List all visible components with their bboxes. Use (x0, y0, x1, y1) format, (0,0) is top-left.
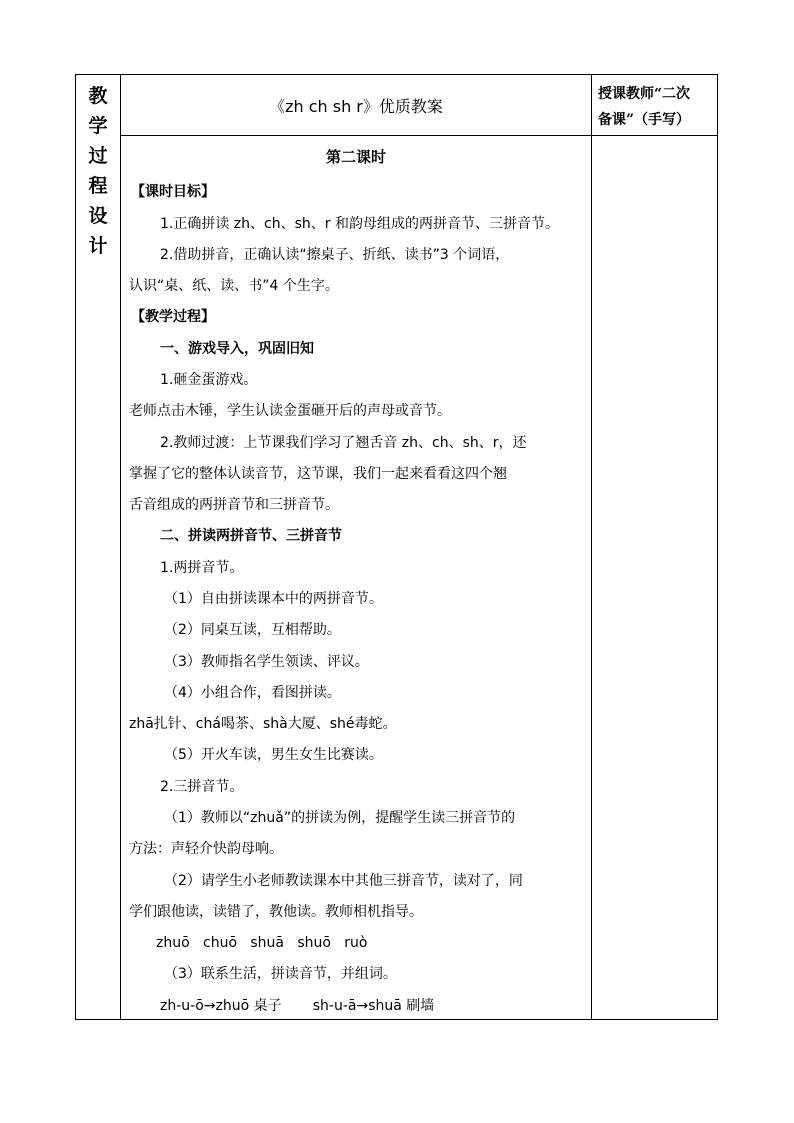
teacher-notes-header-line: 备课”（手写） (598, 112, 691, 128)
paragraph-line: （3）联系生活，拼读音节，并组词。 (164, 966, 397, 982)
paragraph-line: 认识“桌、纸、读、书”4 个生字。 (129, 278, 339, 294)
paragraph-line: 舌音组成的两拼音节和三拼音节。 (129, 497, 339, 513)
heading-lesson-objectives: 【课时目标】 (131, 184, 215, 200)
heading-teaching-process: 【教学过程】 (131, 309, 215, 325)
paragraph-line: （2）请学生小老师教读课本中其他三拼音节，读对了，同 (164, 873, 523, 889)
paragraph-line: （3）教师指名学生领读、评议。 (164, 654, 369, 670)
subheading: 一、游戏导入，巩固旧知 (160, 341, 314, 357)
label-char: 教 (88, 85, 108, 107)
paragraph-line: 学们跟他读，读错了，教他读。教师相机指导。 (129, 904, 423, 920)
paragraph-line: （1）自由拼读课本中的两拼音节。 (164, 591, 383, 607)
label-char: 计 (88, 235, 108, 257)
paragraph-line: 1.两拼音节。 (160, 560, 244, 576)
paragraph-line: （1）教师以“zhuǎ”的拼读为例，提醒学生读三拼音节的 (164, 810, 516, 826)
paragraph-line: 掌握了它的整体认读音节，这节课，我们一起来看看这四个翘 (129, 466, 507, 482)
paragraph-line: 方法：声轻介快韵母响。 (129, 841, 283, 857)
label-char: 程 (88, 175, 108, 197)
subheading: 二、拼读两拼音节、三拼音节 (160, 528, 342, 544)
paragraph-line: （5）开火车读，男生女生比赛读。 (164, 747, 383, 763)
paragraph-line: （4）小组合作，看图拼读。 (164, 685, 341, 701)
paragraph-line: 2.借助拼音，正确认读“擦桌子、折纸、读书”3 个词语， (160, 247, 510, 263)
paragraph-line: （2）同桌互读，互相帮助。 (164, 622, 341, 638)
paragraph-line: 1.砸金蛋游戏。 (160, 372, 258, 388)
pinyin-word-examples-line: zh-u-ō→zhuō 桌子 sh-u-ā→shuā 刷墙 (160, 998, 435, 1014)
teacher-notes-header-line: 授课教师“二次 (598, 86, 691, 102)
label-char: 学 (88, 115, 108, 137)
paragraph-line: 1.正确拼读 zh、ch、sh、r 和韵母组成的两拼音节、三拼音节。 (160, 216, 559, 232)
header-row-divider (120, 135, 718, 136)
paragraph-line: 2.三拼音节。 (160, 779, 244, 795)
paragraph-line: 2.教师过渡：上节课我们学习了翘舌音 zh、ch、sh、r，还 (160, 435, 527, 451)
paragraph-line: 老师点击木锤，学生认读金蛋砸开后的声母或音节。 (129, 403, 451, 419)
pinyin-syllables-line: zhuō chuō shuā shuō ruò (156, 935, 368, 951)
pinyin-example-line: zhā扎针、chá喝茶、shà大厦、shé毒蛇。 (129, 716, 397, 732)
teacher-notes-header (598, 81, 716, 133)
teaching-process-design-label (76, 81, 120, 261)
column-divider-right (591, 75, 592, 1019)
document-title: 《zh ch sh r》优质教案 (269, 96, 443, 116)
lesson-plan-table (75, 74, 718, 1020)
label-char: 过 (88, 145, 108, 167)
column-divider-left (120, 75, 121, 1019)
section-title: 第二课时 (325, 148, 386, 166)
label-char: 设 (88, 205, 108, 227)
